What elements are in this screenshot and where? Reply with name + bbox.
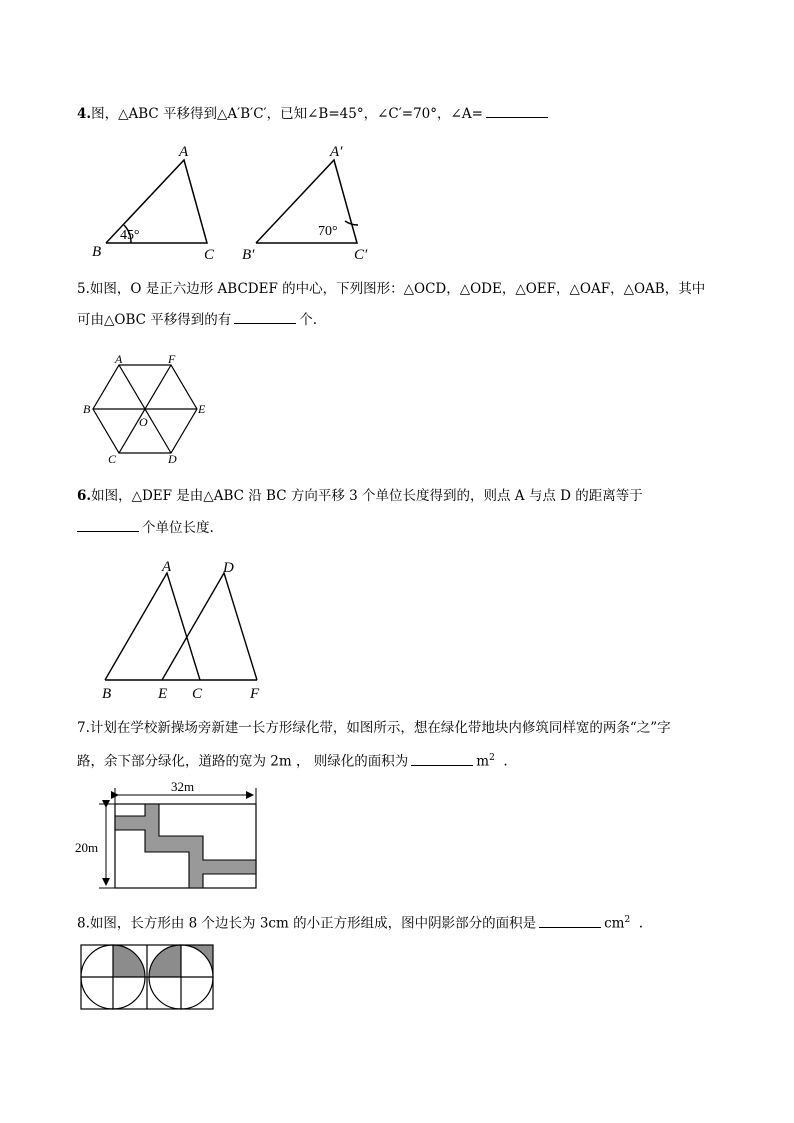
angle-b-label: 45° <box>120 228 140 243</box>
question-4 <box>77 103 551 124</box>
label-b-prime: B′ <box>242 247 255 263</box>
label-d: D <box>223 560 234 576</box>
label-b: B <box>92 244 102 260</box>
answer-blank[interactable] <box>486 103 548 118</box>
question-text-line2: 路，余下部分绿化，道路的宽为 2m ， 则绿化的面积为 <box>77 753 409 770</box>
label-f: F <box>250 686 260 702</box>
label-c: C <box>204 247 215 263</box>
question-text-end: . <box>503 753 508 770</box>
unit: cm <box>604 915 625 932</box>
q5-hexagon-figure <box>80 350 220 468</box>
answer-blank[interactable] <box>77 517 139 532</box>
label-o: O <box>139 415 148 429</box>
question-text-line1: 5.如图，O 是正六边形 ABCDEF 的中心，下列图形：△OCD，△ODE，△OEF，△OAF，△OAB，其中 <box>77 281 706 297</box>
label-e: E <box>198 402 206 416</box>
label-f: F <box>168 352 176 366</box>
question-text-line1: 7.计划在学校新操场旁新建一长方形绿化带，如图所示，想在绿化带地块内修筑同样宽的两条“之”字 <box>77 720 671 736</box>
label-c-prime: C′ <box>354 247 368 263</box>
q7-figure <box>75 778 265 893</box>
question-5 <box>77 279 705 330</box>
unit-exponent: 2 <box>489 753 495 763</box>
question-text-line2: 个单位长度. <box>142 520 214 536</box>
triangle-abc-prime <box>256 160 358 243</box>
q4-figure <box>80 140 400 265</box>
question-number: 4. <box>77 106 92 122</box>
label-a: A <box>162 559 172 575</box>
width-label: 32m <box>171 779 195 794</box>
q8-figure <box>78 942 218 1014</box>
label-c: C <box>108 452 117 466</box>
label-c: C <box>192 686 203 702</box>
answer-blank[interactable] <box>539 913 601 928</box>
triangles-abc-def <box>105 573 257 680</box>
label-a-prime: A′ <box>330 144 343 160</box>
question-text-line2: 可由△OBC 平移得到的有 <box>77 312 232 328</box>
question-text: 8.如图，长方形由 8 个边长为 3cm 的小正方形组成，图中阴影部分的面积是 <box>77 915 537 932</box>
label-a: A <box>179 144 189 160</box>
question-6 <box>77 486 643 538</box>
angle-c-label: 70° <box>318 224 338 239</box>
q6-figure <box>95 555 275 705</box>
label-d: D <box>168 452 177 466</box>
label-b: B <box>102 686 112 702</box>
question-7 <box>77 718 671 772</box>
question-number: 6. <box>77 488 92 504</box>
height-label: 20m <box>75 840 99 855</box>
question-text-line1: 如图，△DEF 是由△ABC 沿 BC 方向平移 3 个单位长度得到的，则点 A 与点 D 的距离等于 <box>91 488 643 504</box>
answer-blank[interactable] <box>234 309 296 324</box>
unit: m <box>476 753 490 770</box>
question-text: 图，△ABC 平移得到△A′B′C′，已知∠B=45°，∠C′=70°，∠A= <box>91 106 483 122</box>
question-text-end: . <box>638 915 644 932</box>
label-b: B <box>83 402 91 416</box>
label-e: E <box>158 686 168 702</box>
answer-blank[interactable] <box>411 751 473 766</box>
label-a: A <box>115 352 123 366</box>
question-8 <box>77 910 643 934</box>
unit-exponent: 2 <box>624 915 631 925</box>
question-text-end: 个. <box>299 312 318 328</box>
hexagon <box>93 365 197 453</box>
